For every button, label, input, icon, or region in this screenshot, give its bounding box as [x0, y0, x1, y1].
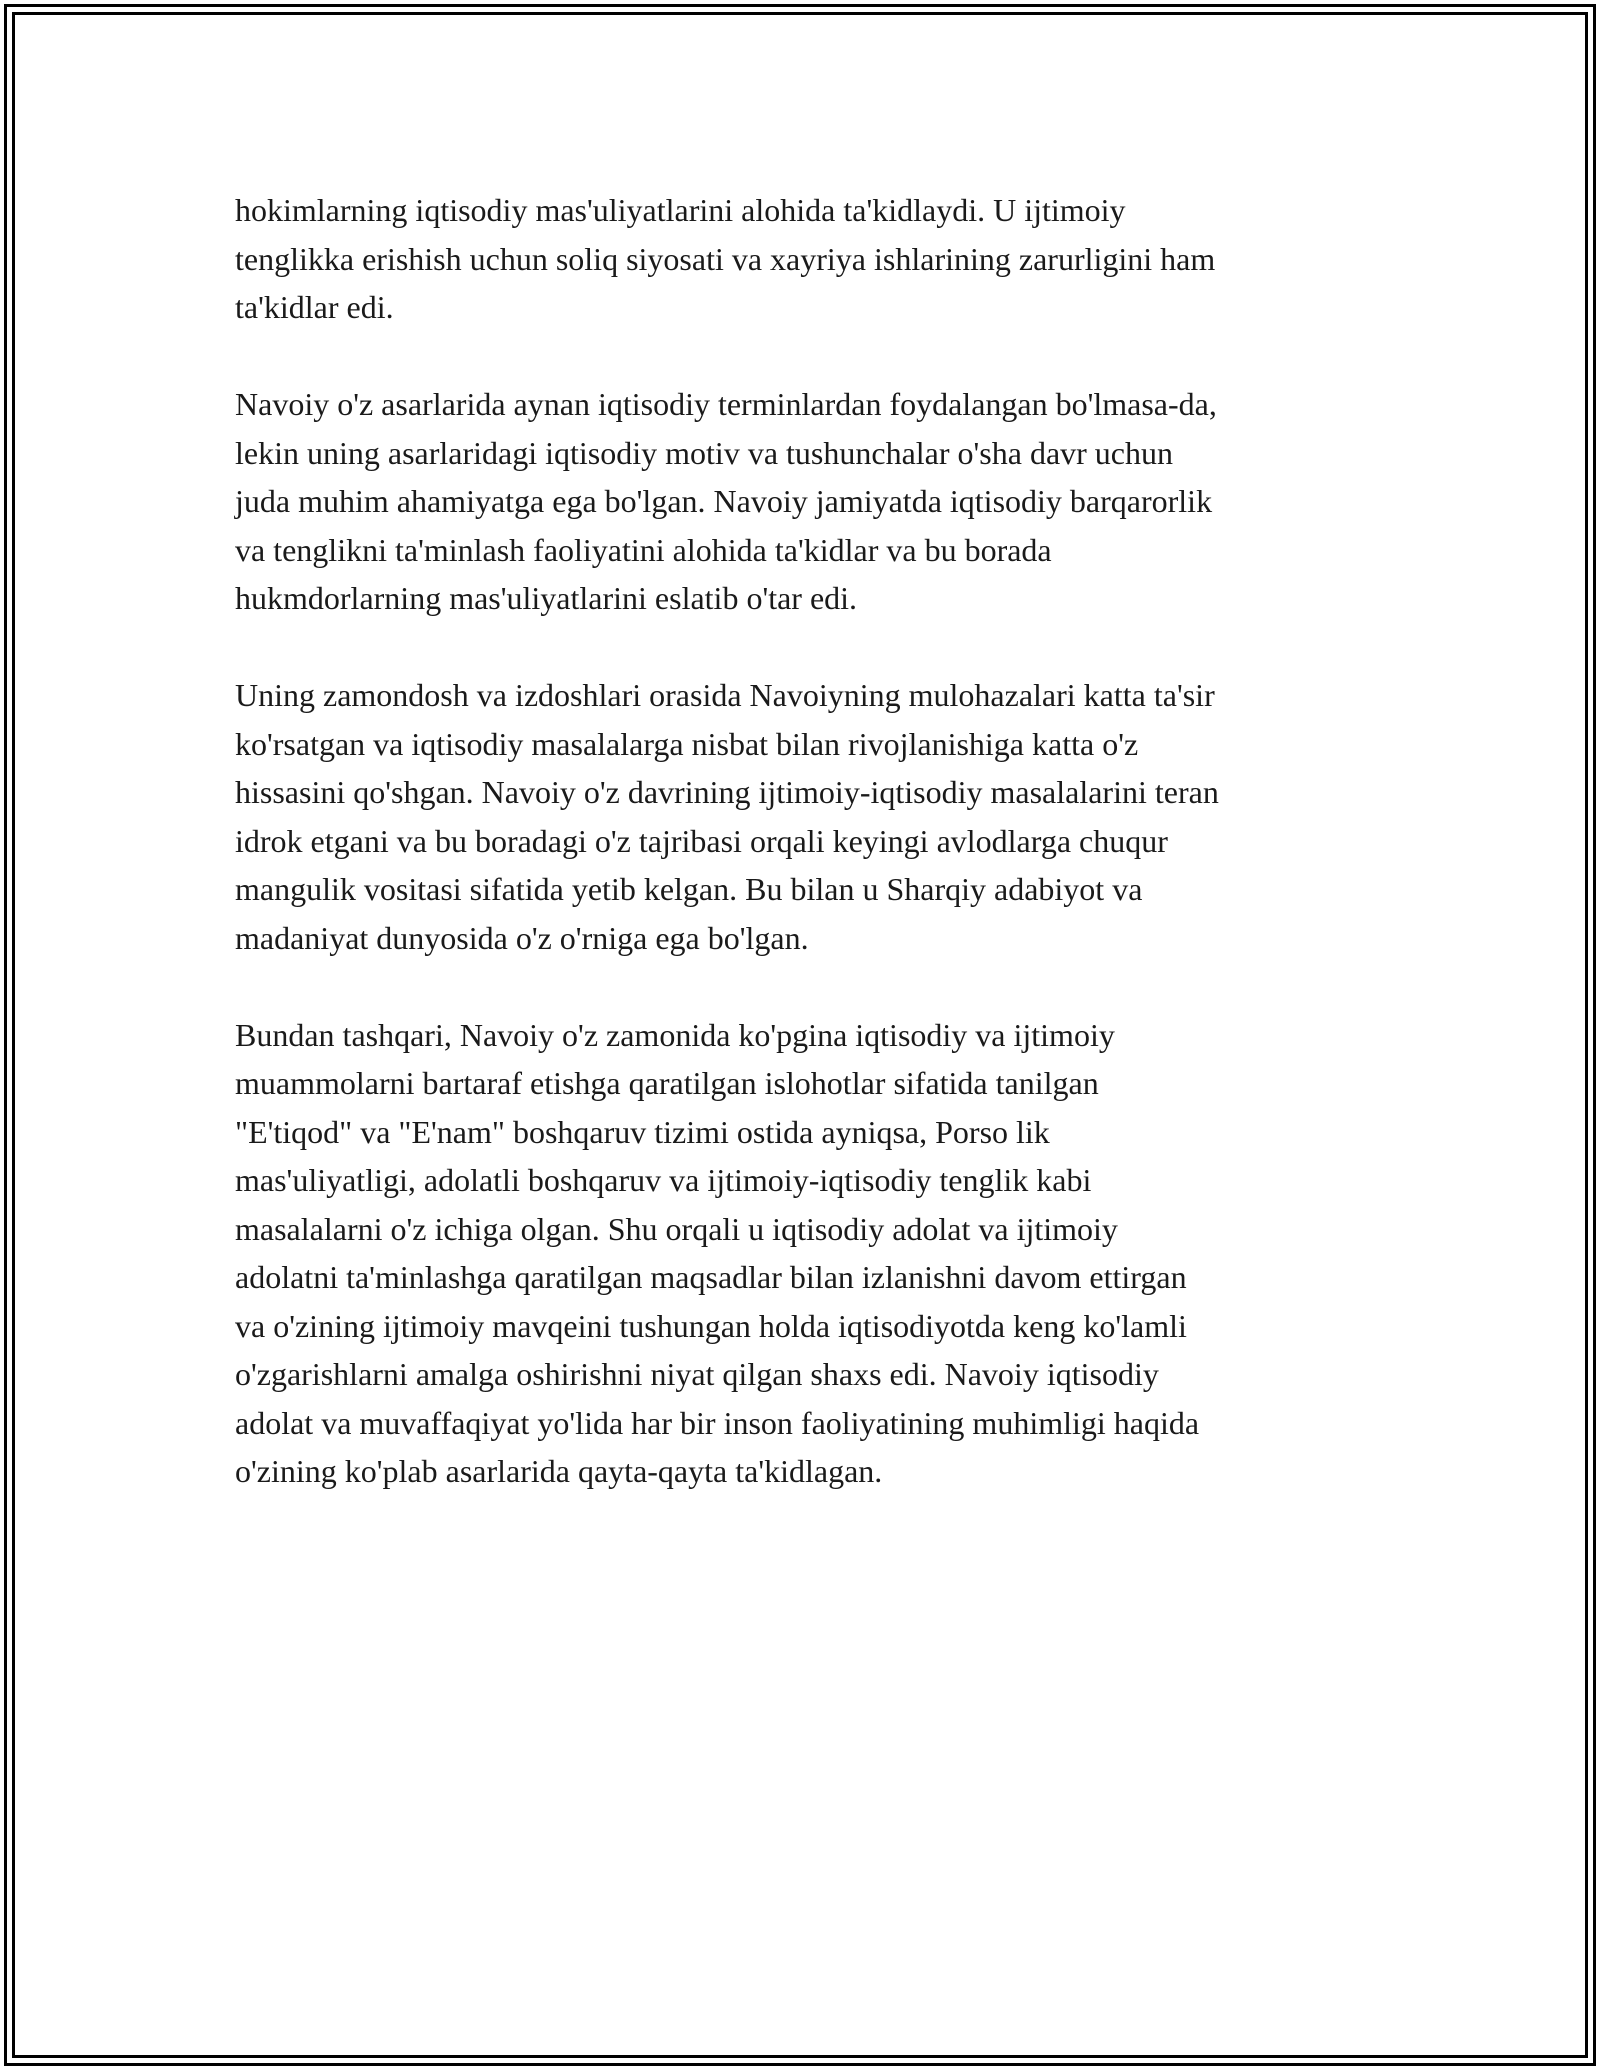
text-line: muammolarni bartaraf etishga qaratilgan islohotlar sifatida tanilgan	[235, 1065, 1099, 1101]
document-body	[235, 186, 1415, 1544]
paragraph-4	[235, 1011, 1415, 1496]
text-line: madaniyat dunyosida o'z o'rniga ega bo'lgan.	[235, 919, 809, 956]
text-line: mas'uliyatligi, adolatli boshqaruv va ijtimoiy-iqtisodiy tenglik kabi	[235, 1162, 1092, 1198]
text-line: tenglikka erishish uchun soliq siyosati va xayriya ishlarining zarurligini ham	[235, 240, 1216, 277]
text-line: idrok etgani va bu boradagi o'z tajribasi orqali keyingi avlodlarga chuqur	[235, 822, 1168, 859]
text-line: va o'zining ijtimoiy mavqeini tushungan holda iqtisodiyotda keng ko'lamli	[235, 1307, 1187, 1344]
text-line: Uning zamondosh va izdoshlari orasida Navoiyning mulohazalari katta ta'sir	[235, 677, 1215, 713]
text-line: hokimlarning iqtisodiy mas'uliyatlarini alohida ta'kidlaydi. U ijtimoiy	[235, 192, 1126, 228]
paragraph-3	[235, 671, 1415, 962]
text-line: adolat va muvaffaqiyat yo'lida har bir inson faoliyatining muhimligi haqida	[235, 1404, 1200, 1441]
text-line: lekin uning asarlaridagi iqtisodiy motiv va tushunchalar o'sha davr uchun	[235, 434, 1173, 471]
text-line: o'zgarishlarni amalga oshirishni niyat qilgan shaxs edi. Navoiy iqtisodiy	[235, 1356, 1159, 1392]
text-line: "E'tiqod" va "E'nam" boshqaruv tizimi ostida ayniqsa, Porso lik	[235, 1113, 1050, 1150]
text-line: ko'rsatgan va iqtisodiy masalalarga nisbat bilan rivojlanishiga katta o'z	[235, 725, 1139, 762]
text-line: hukmdorlarning mas'uliyatlarini eslatib o'tar edi.	[235, 580, 858, 616]
text-line: hissasini qo'shgan. Navoiy o'z davrining ijtimoiy-iqtisodiy masalalarini teran	[235, 774, 1219, 810]
text-line: Navoiy o'z asarlarida aynan iqtisodiy terminlardan foydalangan bo'lmasa-da,	[235, 386, 1217, 422]
paragraph-2	[235, 380, 1415, 623]
text-line: ta'kidlar edi.	[235, 289, 394, 325]
text-line: mangulik vositasi sifatida yetib kelgan. Bu bilan u Sharqiy adabiyot va	[235, 871, 1143, 907]
text-line: masalalarni o'z ichiga olgan. Shu orqali u iqtisodiy adolat va ijtimoiy	[235, 1210, 1118, 1247]
text-line: o'zining ko'plab asarlarida qayta-qayta ta'kidlagan.	[235, 1453, 883, 1489]
text-line: Bundan tashqari, Navoiy o'z zamonida ko'pgina iqtisodiy va ijtimoiy	[235, 1016, 1115, 1053]
text-line: va tenglikni ta'minlash faoliyatini alohida ta'kidlar va bu borada	[235, 531, 1052, 568]
paragraph-1	[235, 186, 1415, 332]
text-line: adolatni ta'minlashga qaratilgan maqsadlar bilan izlanishni davom ettirgan	[235, 1259, 1187, 1295]
text-line: juda muhim ahamiyatga ega bo'lgan. Navoiy jamiyatda iqtisodiy barqarorlik	[235, 483, 1213, 519]
